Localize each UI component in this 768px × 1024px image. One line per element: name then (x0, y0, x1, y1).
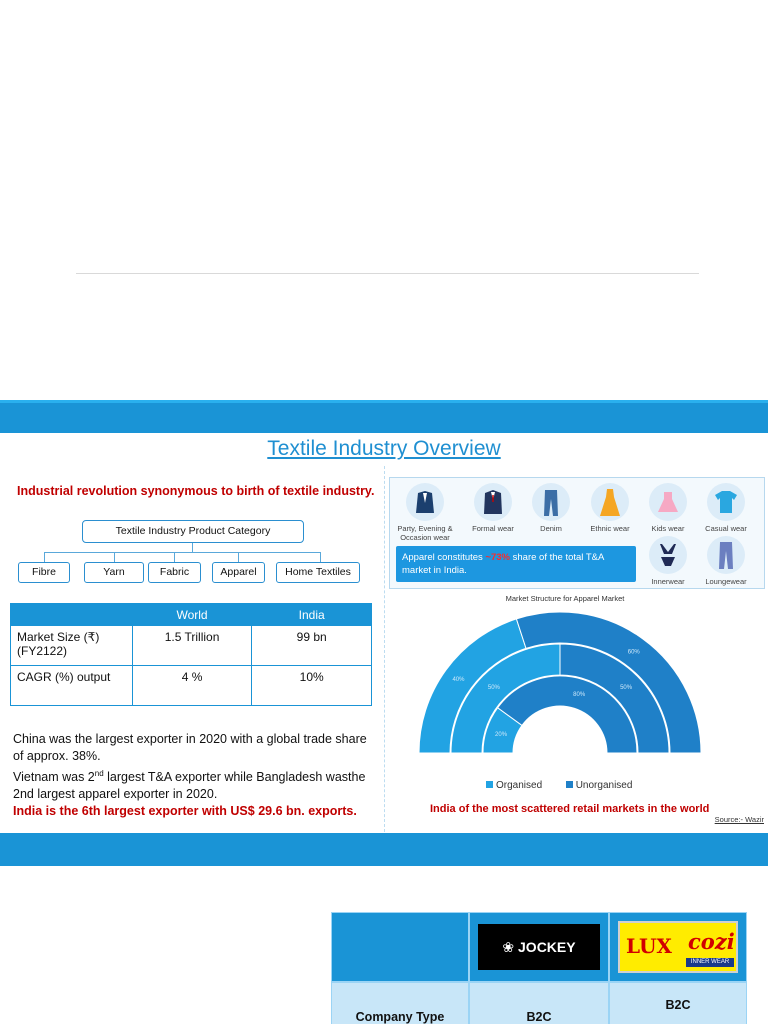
logo-subtext: INNER WEAR (686, 958, 734, 967)
apparel-item (695, 483, 757, 533)
category-yarn: Yarn (84, 562, 144, 583)
ring-value-label: 50% (487, 684, 500, 691)
tree-connector (320, 552, 321, 562)
tree-connector (174, 552, 175, 562)
category-fabric: Fabric (148, 562, 201, 583)
callout-highlight: ~73% (485, 552, 510, 563)
innerwear-icon (649, 536, 687, 574)
source-note: Source:- Wazir (714, 815, 764, 824)
india-value: 99 bn (252, 626, 372, 666)
table-row (11, 666, 372, 706)
slide-title: Textile Industry Overview (267, 437, 501, 460)
row-label: Company Type (331, 982, 469, 1024)
lux-cozi-logo (618, 921, 738, 973)
market-table (10, 603, 372, 706)
company-type-value: B2C (469, 982, 609, 1024)
header-band (0, 400, 768, 433)
jockey-logo-text: JOCKEY (518, 939, 576, 955)
cozi-logo-text: cozi (688, 929, 735, 954)
fact-text: largest T&A exporter while Bangladesh wasthe 2nd largest apparel exporter in 2020. (13, 770, 366, 802)
jeans-icon (532, 483, 570, 521)
apparel-label: Ethnic wear (590, 524, 630, 533)
fact-sup: nd (94, 769, 104, 778)
company-type-value: B2C (609, 982, 747, 1024)
fact-china: China was the largest exporter in 2020 with a global trade share of approx. 38%. (13, 732, 367, 763)
apparel-label: Casual wear (705, 524, 747, 533)
world-value: 4 % (132, 666, 252, 706)
tree-connector (238, 552, 239, 562)
header-empty-cell (331, 912, 469, 982)
legend-swatch-organised (486, 781, 493, 788)
fact-text: Vietnam was 2 (13, 770, 95, 785)
apparel-label: Party, Evening & Occasion wear (397, 524, 453, 542)
apparel-label: Denim (540, 524, 562, 533)
brand-cell (469, 912, 609, 982)
apparel-share-callout (396, 546, 636, 582)
callout-text: share of the total T&A market in India. (402, 552, 604, 576)
category-fibre: Fibre (18, 562, 70, 583)
fact-vietnam (13, 765, 373, 803)
apparel-item (637, 483, 699, 533)
divider-line (76, 273, 699, 274)
tree-connector (44, 552, 45, 562)
table-row (11, 626, 372, 666)
table-row (331, 982, 747, 1024)
apparel-label: Innerwear (651, 577, 685, 586)
row-label: CAGR (%) output (11, 666, 133, 706)
world-value: 1.5 Trillion (132, 626, 252, 666)
ring-value-label: 80% (573, 692, 586, 699)
ethnic-dress-icon (591, 483, 629, 521)
jockey-logo: ❀ JOCKEY (478, 924, 600, 970)
apparel-item (579, 483, 641, 533)
ring-value-label: 40% (452, 677, 465, 684)
tree-connector (114, 552, 115, 562)
brand-cell (609, 912, 747, 982)
apparel-label: Loungewear (705, 577, 747, 586)
lux-logo-text: LUX (626, 934, 672, 958)
footer-band (0, 833, 768, 866)
apparel-label: Kids wear (651, 524, 685, 533)
india-value: 10% (252, 666, 372, 706)
apparel-item (520, 483, 582, 533)
kids-dress-icon (649, 483, 687, 521)
ring-value-label: 50% (620, 684, 633, 691)
intro-statement: Industrial revolution synonymous to birth of textile industry. (17, 484, 375, 498)
apparel-item (637, 536, 699, 586)
market-structure-chart (410, 605, 710, 765)
category-apparel: Apparel (212, 562, 265, 583)
tshirt-icon (707, 483, 745, 521)
ring-value-label: 20% (495, 731, 508, 738)
table-header-row (11, 604, 372, 626)
chart-caption: India of the most scattered retail markets in the world (430, 803, 710, 815)
ring-value-label: 60% (627, 649, 640, 656)
table-header-cell: World (132, 604, 252, 626)
chart-legend (486, 780, 632, 791)
blazer-icon (406, 483, 444, 521)
legend-label: Unorganised (575, 780, 633, 791)
export-facts (13, 731, 373, 820)
legend-label: Organised (496, 780, 543, 791)
callout-text: Apparel constitutes (402, 552, 486, 563)
company-header-row (331, 912, 747, 982)
category-home-textiles: Home Textiles (276, 562, 360, 583)
company-table (331, 912, 747, 1024)
tree-connector (192, 543, 193, 552)
tree-connector (44, 552, 320, 553)
chart-title: Market Structure for Apparel Market (505, 594, 625, 603)
row-label: Market Size (₹) (FY2122) (11, 626, 133, 666)
column-divider (384, 466, 385, 832)
apparel-item (695, 536, 757, 586)
suit-icon (474, 483, 512, 521)
table-header-cell (11, 604, 133, 626)
table-header-cell: India (252, 604, 372, 626)
apparel-label: Formal wear (472, 524, 514, 533)
legend-swatch-unorganised (566, 781, 573, 788)
category-root: Textile Industry Product Category (82, 520, 304, 543)
pajama-icon (707, 536, 745, 574)
apparel-item (462, 483, 524, 533)
fact-india: India is the 6th largest exporter with US$ 29.6 bn. exports. (13, 804, 357, 819)
apparel-item (394, 483, 456, 542)
